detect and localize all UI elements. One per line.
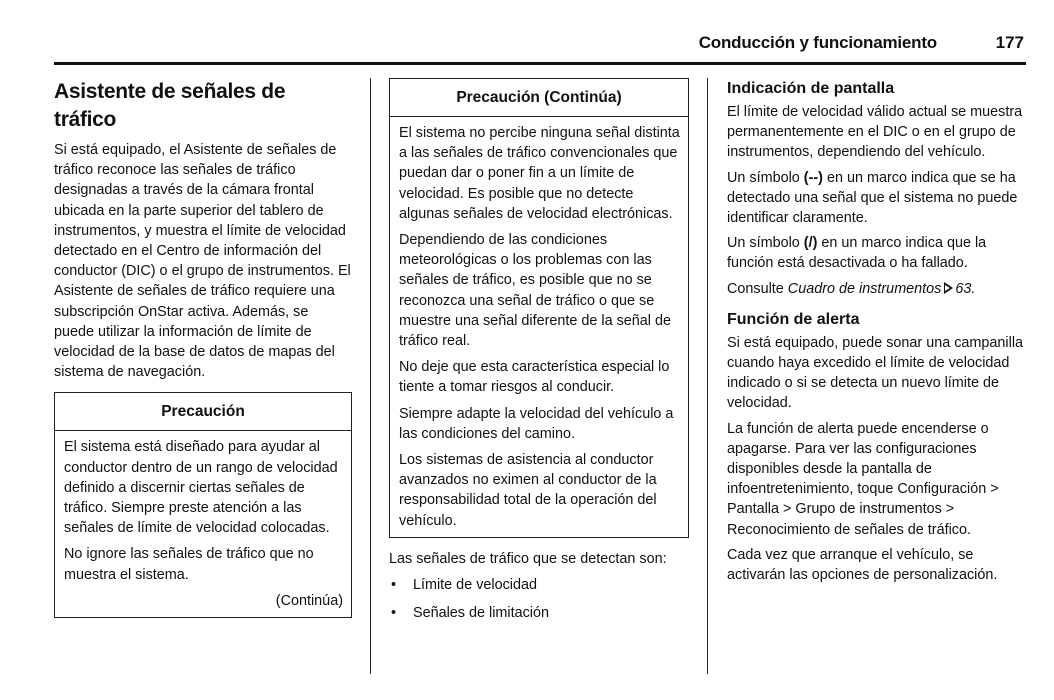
column-1 — [54, 78, 352, 618]
header-rule — [54, 62, 1026, 65]
section-heading-alert: Función de alerta — [727, 310, 860, 328]
cross-reference-page: 63. — [955, 280, 976, 297]
caution-paragraph: Los sistemas de asistencia al conductor avanzados no eximen al conductor de la responsabilidad total de la operación del vehículo. — [399, 452, 657, 529]
continued-note: (Continúa) — [275, 592, 343, 609]
display-paragraph: El límite de velocidad válido actual se muestra permanentemente en el DIC o en el grupo de instrumentos, dependiendo del vehículo. — [727, 104, 1023, 161]
caution-box-body — [55, 431, 351, 617]
alert-paragraph: Cada vez que arranque el vehículo, se activarán las opciones de personalización. — [727, 546, 998, 584]
column-divider-right — [707, 78, 708, 674]
list-item: • Señales de limitación — [389, 603, 689, 623]
caution-paragraph: No deje que esta característica especial lo tiente a tomar riesgos al conducir. — [399, 359, 670, 396]
caution-box — [54, 392, 352, 618]
page-reference-arrow-icon — [944, 282, 953, 294]
alert-paragraph: La función de alerta puede encenderse o apagarse. Para ver las configuraciones disponibles desde la pantalla de infoentretenimiento, toque Configuración > Pantalla > Grupo de instrumentos > Reconocimiento de señales de tráfico. — [727, 420, 999, 538]
page-number: 177 — [995, 33, 1024, 52]
intro-paragraph: Si está equipado, el Asistente de señales de tráfico reconoce las señales de tráfico designadas a través de la cámara frontal ubicada en la parte superior del tablero de instrumentos, y muestra el límite de velocidad detectado en el Centro de información del conductor (DIC) o el grupo de instrumentos. El Asistente de señales de tráfico requiere una subscripción OnStar activa. Además, se puede utilizar la información de límite de velocidad de la base de datos de mapas del sistema de navegación. — [54, 142, 351, 381]
column-divider-left — [370, 78, 371, 674]
symbol-dash: (--) — [803, 169, 823, 186]
caution-paragraph: Dependiendo de las condiciones meteorológicas o los problemas con las señales de tráfico, es posible que no se reconozca una señal de tráfico o que se muestre una señal diferente de la señal de tráfico real. — [399, 232, 672, 350]
cross-reference-link[interactable]: Cuadro de instrumentos — [787, 280, 942, 297]
list-item: • Límite de velocidad — [389, 575, 689, 595]
caution-paragraph: Siempre adapte la velocidad del vehículo a las condiciones del camino. — [399, 405, 674, 442]
caution-box-continued-body — [390, 117, 688, 537]
section-heading-traffic-sign-assist: Asistente de señales de tráfico — [54, 80, 286, 131]
symbol-dash-paragraph: Un símbolo (--) en un marco indica que se ha detectado una señal que el sistema no puede identificar claramente. — [727, 169, 1018, 227]
symbol-slash-paragraph: Un símbolo (/) en un marco indica que la función está desactivada o ha fallado. — [727, 235, 987, 272]
caution-box-title: Precaución — [55, 393, 351, 431]
alert-paragraph: Si está equipado, puede sonar una campanilla cuando haya excedido el límite de velocidad indicado o si se detecta un nuevo límite de velocidad. — [727, 334, 1024, 412]
column-3 — [727, 78, 1027, 590]
detected-signs-list — [389, 575, 689, 623]
caution-box-continued-title: Precaución (Continúa) — [390, 79, 688, 117]
caution-paragraph: No ignore las señales de tráfico que no muestra el sistema. — [64, 546, 314, 583]
caution-paragraph: El sistema no percibe ninguna señal distinta a las señales de tráfico convencionales que puedan dar o poner fin a un límite de velocidad. Es posible que no detecte algunas señales de velocidad electrónicas. — [399, 125, 680, 222]
column-2 — [389, 78, 689, 631]
detected-signs-intro: Las señales de tráfico que se detectan son: — [389, 550, 667, 567]
caution-box-continued — [389, 78, 689, 538]
caution-paragraph: El sistema está diseñado para ayudar al conductor dentro de un rango de velocidad definido a discernir ciertas señales de tráfico. Siempre preste atención a las señales de límite de velocidad colocadas. — [64, 439, 338, 537]
running-header-title: Conducción y funcionamiento — [698, 33, 937, 52]
symbol-slash: (/) — [803, 235, 818, 252]
cross-reference: Consulte Cuadro de instrumentos 63. — [727, 280, 976, 297]
section-heading-display: Indicación de pantalla — [727, 80, 895, 97]
